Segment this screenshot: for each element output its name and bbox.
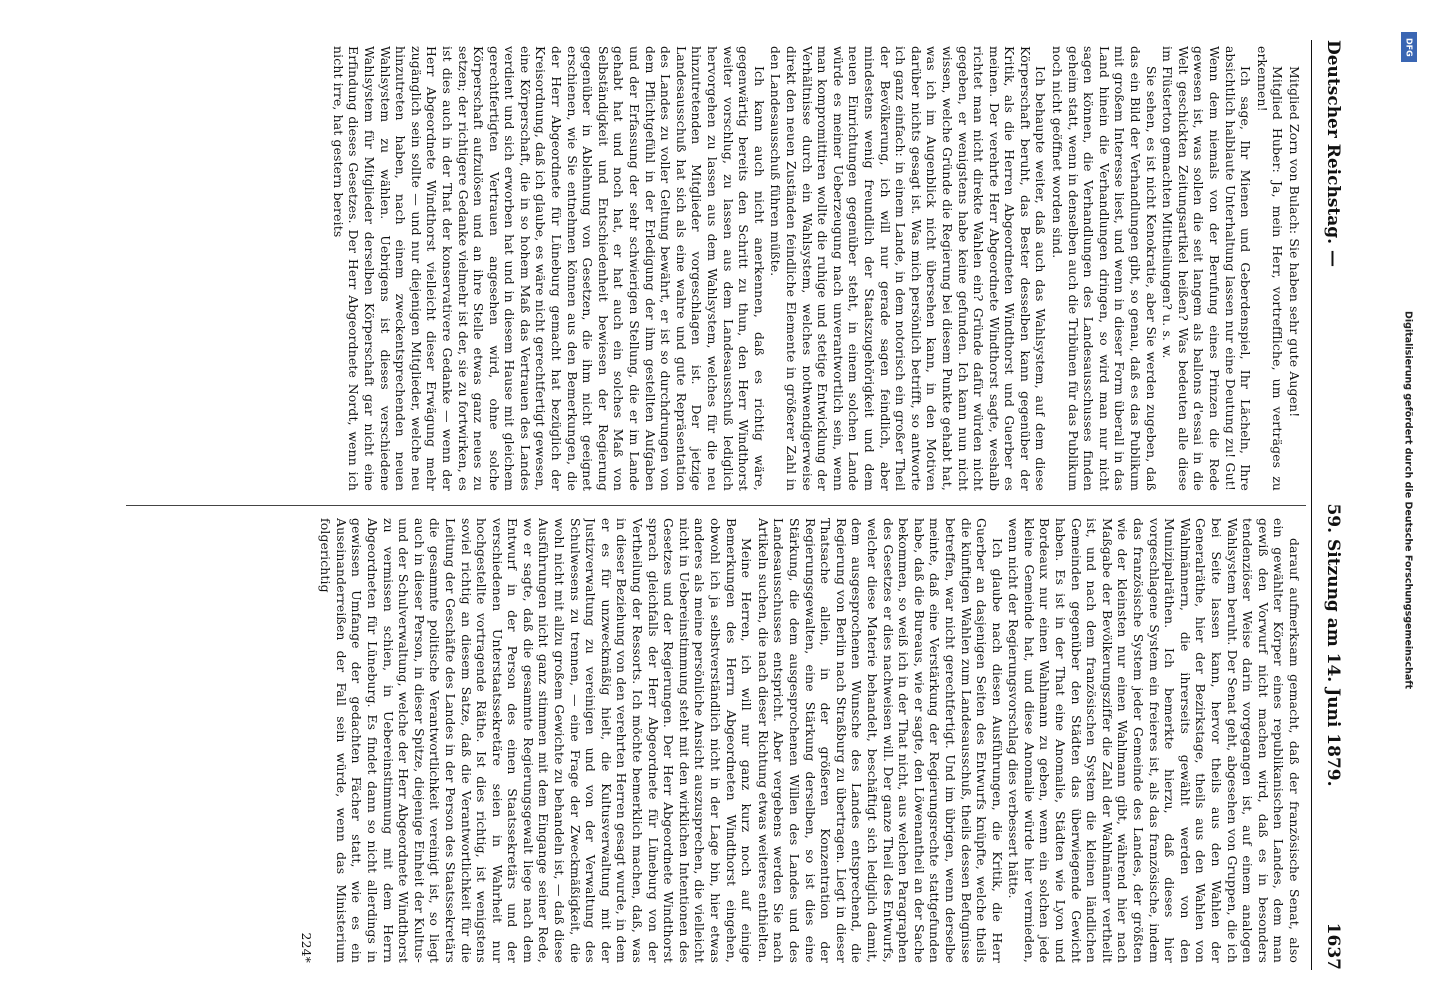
digitization-credit — [1390, 30, 1426, 970]
column-divider — [126, 505, 1306, 506]
page-header — [1316, 40, 1350, 970]
header-publication: Deutscher Reichstag. — — [1323, 40, 1343, 268]
rotated-page-content — [70, 40, 1350, 970]
paragraph: darauf aufmerksam gemacht, daß der französische Senat, also ein gewählter Körper eines republikanischen Landes, dem man gewiß den Vorwurf nicht machen wird, daß es in besonders tendenziöser Weise darin vorgegangen ist, auf einem analogen Wahlsystem beruht. Der Senat geht, abgesehen von Gruppen, die ich bei Seite lassen kann, hervor theils aus den Wahlen der Generalräthe, hier der Bezirkstage, theils aus den Wahlen von Wahlmännern, die ihrerseits gewählt werden von den Munizipalräthen. Ich bemerkte hierzu, daß dieses hier vorgeschlagene System ein freieres ist, als das französische, indem das französische System jeder Gemeinde des Landes, der größten wie der kleinsten nur einen Wahlmann gibt, während hier nach Maßgabe der Bevölkerungsziffer die Zahl der Wahlmänner vertheilt ist, und nach dem französischen System die kleinen ländlichen Gemeinden gegenüber den Städten das überwiegende Gewicht haben. Es ist in der That eine Anomalie, Städten wie Lyon und Bordeaux nur einen Wahlmann zu geben, wenn ein solchen jede kleine Gemeinde hat, und diese Anomalie würde hier vermieden, wenn nicht der Regierungsvorschlag dies verbessert hätte. — [1006, 518, 1302, 963]
right-column — [112, 518, 1302, 963]
credit-text: Digitalisierung gefördert durch die Deutsche Forschungsgemeinschaft — [1402, 311, 1414, 689]
paragraph: Ich kann auch nicht anerkennen, daß es richtig wäre, gegenwärtig bereits den Schritt zu thun, den Herr Windthorst weiter vorschlug, zu lassen aus dem Landesausschuß lediglich hervorgehen zu lassen aus dem Wahlsystem, welches für die neu hinzutretenden Mitglieder vorgeschlagen ist. Der jetzige Landesausschuß hat sich als eine wahre und gute Repräsentation des Landes zu voller Geltung bewährt, er ist so durchdrungen von dem Pflichtgefühl in der Erledigung der ihm gestellten Aufgaben und der Erfassung der sehr schwierigen Stellung, die er im Lande gehabt hat und noch hat, er hat auch ein solches Maß von Selbständigkeit und Entschiedenheit bewiesen der Regierung gegenüber in Ablehnung von Gesetzen, die ihm nicht geeignet erschienen, wie Sie entnehmen können aus den Bemerkungen, die der Herr Abgeordnete für Lüneburg gemacht hat bezüglich der Kreisordnung, daß ich glaube, es wäre nicht gerechtfertigt gewesen, eine Körperschaft, die in so hohem Maß das Vertrauen des Landes verdient und sich erworben hat und in diesem Hause mit gleichem gerechtfertigten Vertrauen angesehen wird, ohne solche Körperschaft aufzulösen und an ihre Stelle etwas ganz neues zu setzen; der richtigere Gedanke vielmehr ist der, sie zu fortwirken, es ist dies auch in der That der konservativere Gedanke — wenn der Herr Abgeordnete Windthorst vielleicht dieser Erwägung mehr zugänglich sein sollte — und nur diejenigen Mitglieder, welche neu hinzutreten haben, nach einem zweckentsprechenden neuen Wahlsystem zu wählen. Uebrigens ist dieses verschiedene Wahlsystem für Mitglieder derselben Körperschaft gar nicht eine Erfindung dieses Gesetzes. Der Herr Abgeordnete Nordt, wenn ich nicht irre, hat gestern bereits — [330, 46, 767, 491]
signature-mark: 224* — [298, 932, 314, 963]
paragraph: Meine Herren, ich will nur ganz kurz noch auf einige Bemerkungen des Herrn Abgeordneten Windthorst eingehen, obwohl ich ja selbstverständlich nicht in der Lage bin, hier etwas anderes als meine persönliche Ansicht auszusprechen, die vielleicht nicht in Uebereinstimmung steht mit den wirklichen Intentionen des Gesetzes und der Regierungen. Der Herr Abgeordnete Windthorst sprach gleichfalls der Herr Abgeordnete für Lüneburg von der Vertheilung der Ressorts. Ich möchte bemerklich machen, daß, was in dieser Beziehung von den verehrten Herren gesagt wurde, in dem er es für unzweckmäßig hielt, die Kultusverwaltung mit der Justizverwaltung zu vereinigen und von der Verwaltung des Schulwesens zu trennen, — eine Frage der Zweckmäßigkeit, die wohl nicht mit allzu großem Gewichte zu behandeln ist, — daß diese Ausführungen nicht ganz stimmen mit dem Eingange seiner Rede, wo er sagte, daß die gesammte Regierungsgewalt liege nach dem Entwurf in der Person des einen Staatssekretärs und der verschiedenen Unterstaatssekretäre seien in Wahrheit nur hochgestellte vortragende Räthe. Ist dies richtig, ist wenigstens soviel richtig an diesem Satze, daß die Verantwortlichkeit für die Leitung der Geschäfte des Landes in der Person des Staatssekretärs die gesammte politische Verantwortlichkeit vereinigt ist, so liegt auch in dieser Person, in dieser Spitze, diejenige Einheit der Kultus- und der Schulverwaltung, welche der Herr Abgeordnete Windthorst zu vermissen schien, in Uebereinstimmung mit dem Herrn Abgeordneten für Lüneburg. Es findet dann so nicht allerdings in gewissen Umfange der gedachten Fächer statt, wie es ein Auseinanderreißen der Fall sein würde, wenn das Ministerium folgerichtig — [318, 518, 755, 963]
paragraph: Ich sage, Ihr Mienen und Geberdenspiel, Ihr Lächeln, Ihre absichtlich halblaute Unterhaltung lassen nur eine Deutung zu! Gut! Wenn dem niemals von der Berufung eines Prinzen die Rede gewesen ist, was sollen die seit langem als ballons d'essai in die Welt geschickten Zeitungsartikel heißen? Was bedeuten alle diese im Flüsterton gemachten Mittheilungen? u. s. w. — [1160, 46, 1254, 491]
paragraph: Ich behaupte weiter, daß auch das Wahlsystem, auf dem diese Körperschaft beruht, das Bester desselben kann gegenüber der Kritik, als die Herren Abgeordneten Windthorst und Guerber es meinen. Der verehrte Herr Abgeordnete Windthorst sagte, weshalb richtet man nicht direkte Wahlen ein? Gründe dafür würden nicht gegeben, er wenigstens habe keine gefunden. Ich kann nun nicht wissen, welche Gründe die Regierung bei diesem Punkte gehabt hat, was ich im Augenblick nicht übersehen kann, in den Motiven darüber nichts gesagt ist. Was mich persönlich betrifft, so antworte ich ganz einfach: in einem Lande, in dem notorisch ein großer Theil der Bevölkerung, ich will nur gerade sagen feindlich, aber mindestens wenig freundlich der Staatszugehörigkeit und dem neuen Einrichtungen gegenüber steht, in einem solchen Lande würde es meiner Ueberzeugung nach unverantwortlich sein, wenn man kompromittiren wollte die ruhige und stetige Entwicklung der Verhältnisse durch ein Wahlsystem, welches nothwendigerweise direkt den neuen Zuständen feindliche Elemente in größerer Zahl in den Landesausschuß führen müßte. — [768, 46, 1049, 491]
left-column — [112, 46, 1302, 491]
dfg-logo: DFG — [1401, 32, 1417, 62]
paragraph: Mitglied Huber: Ja, mein Herr, vortreffliche, um verträges zu erkennen! — [1254, 46, 1286, 491]
header-session: 59. Sitzung am 14. Juni 1879. — [1323, 503, 1343, 787]
paragraph: Sie sehen, es ist nicht Kenokratie, aber Sie werden zugeben, daß das ein Bild der Verhandlungen gibt, so genau, daß es das Publikum mit großem Interesse liest, und wenn in dieser Form überall in das Land hinein die Verhandlungen dringen, so wird man nur nicht sagen können, die Verhandlungen des Landesausschusses finden geheim statt, wenn in denselben auch die Tribünen für das Publikum noch nicht geöffnet worden sind. — [1050, 46, 1159, 491]
header-rule — [1311, 40, 1312, 970]
paragraph: Ich glaube nach diesen Ausführungen, die Kritik, die Herr Guerber an dasjenigen Seiten des Entwurfs knüpfte, welche theils die künftigen Wahlen zum Landesausschuß, theils dessen Befugnisse betreffen, war nicht gerechtfertigt. Und im übrigen, wenn derselbe meinte, daß eine Verstärkung der Regierungsrechte stattgefunden habe, daß die Bureaus, wie er sagte, den Löwenantheil an der Sache bekommen, so weiß ich in der That nicht, aus welchen Paragraphen des Gesetzes er dies nachweisen will. Der ganze Theil des Entwurfs, welcher diese Materie behandelt, beschäftigt sich lediglich damit, dem ausgesprochenen Wunsche des Landes entsprechend, die Regierung von Berlin nach Straßburg zu übertragen. Liegt in dieser Thatsache allein, in der größeren Konzentration der Regierungsgewalten, eine Stärkung derselben, so ist dies eine Stärkung, die dem ausgesprochenen Willen des Landes und des Landesausschusses entspricht. Aber vergebens werden Sie nach Artikeln suchen, die nach dieser Richtung etwas weiteres enthielten. — [755, 518, 1005, 963]
paragraph: Mitglied Zorn von Bulach: Sie haben sehr gute Augen! — [1287, 66, 1302, 418]
header-page-number: 1637 — [1323, 922, 1343, 970]
